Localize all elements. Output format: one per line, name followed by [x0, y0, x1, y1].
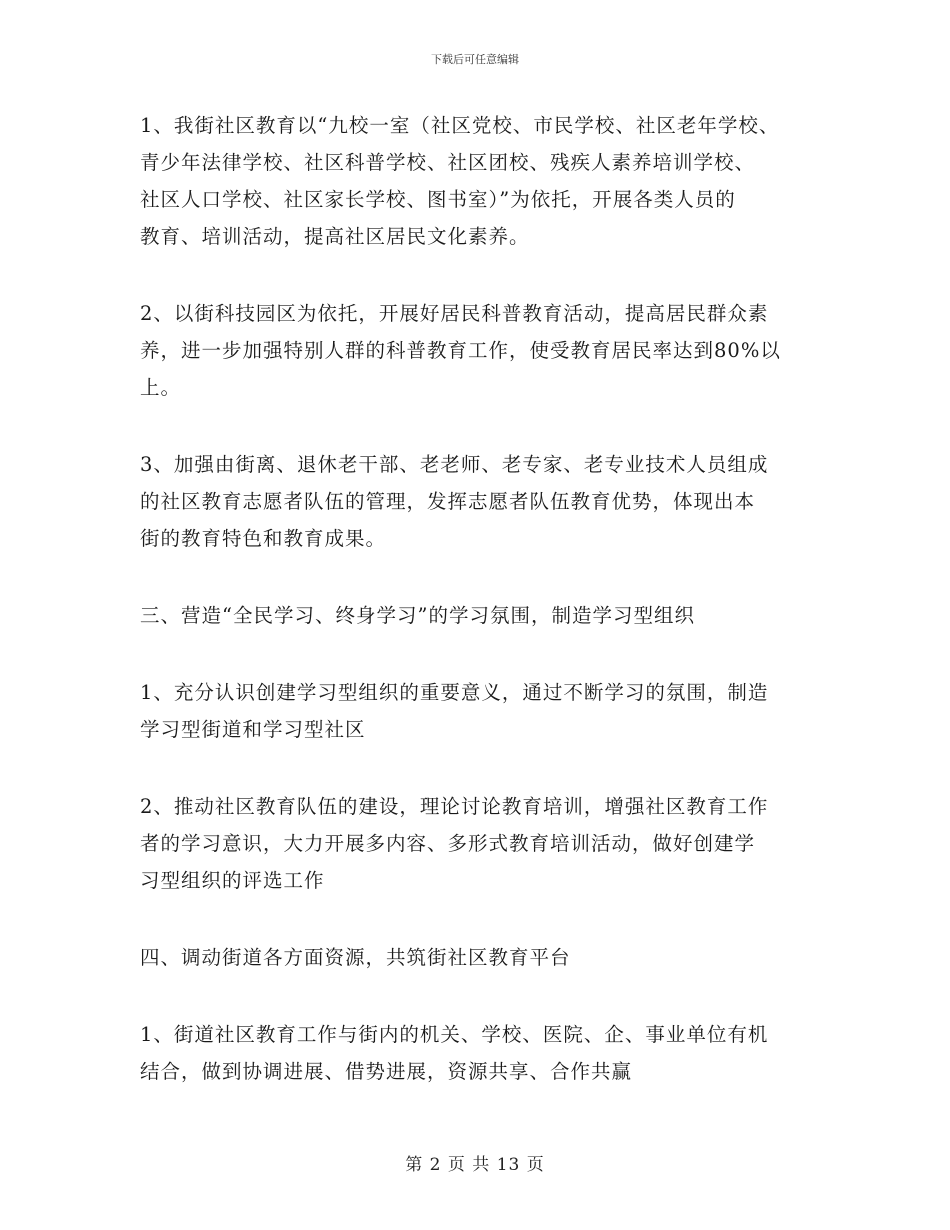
paragraph-line: 者的学习意识，大力开展多内容、多形式教育培训活动，做好创建学	[140, 832, 756, 855]
heading-line: 三、营造“全民学习、终身学习”的学习氛围，制造学习型组织	[140, 604, 695, 627]
paragraph-line: 养，进一步加强特别人群的科普教育工作，使受教育居民率达到80%以	[140, 339, 781, 362]
paragraph-line: 习型组织的评选工作	[140, 869, 325, 892]
paragraph-6	[140, 788, 820, 899]
section-heading-3	[140, 597, 820, 634]
paragraph-line: 的社区教育志愿者队伍的管理，发挥志愿者队伍教育优势，体现出本	[140, 490, 756, 513]
paragraph-5	[140, 674, 820, 748]
document-body	[140, 107, 820, 1130]
paragraph-line: 1、街道社区教育工作与街内的机关、学校、医院、企、事业单位有机	[140, 1023, 769, 1046]
paragraph-line: 街的教育特色和教育成果。	[140, 527, 387, 550]
page-number-footer: 第 2 页 共 13 页	[405, 1155, 545, 1175]
paragraph-line: 学习型街道和学习型社区	[140, 718, 366, 741]
paragraph-line: 2、推动社区教育队伍的建设，理论讨论教育培训，增强社区教育工作	[140, 795, 769, 818]
paragraph-line: 青少年法律学校、社区科普学校、社区团校、残疾人素养培训学校、	[140, 151, 756, 174]
paragraph-line: 教育、培训活动，提高社区居民文化素养。	[140, 225, 530, 248]
paragraph-line: 结合，做到协调进展、借势进展，资源共享、合作共赢	[140, 1060, 633, 1083]
paragraph-8	[140, 1016, 820, 1090]
paragraph-line: 上。	[140, 376, 182, 399]
section-heading-4	[140, 939, 820, 976]
paragraph-line: 2、以街科技园区为依托，开展好居民科普教育活动，提高居民群众素	[140, 302, 769, 325]
paragraph-line: 1、我街社区教育以“九校一室（社区党校、市民学校、社区老年学校、	[140, 114, 780, 137]
paragraph-2	[140, 295, 820, 406]
page-header: 下载后可任意编辑	[431, 53, 519, 66]
paragraph-line: 社区人口学校、社区家长学校、图书室）”为依托，开展各类人员的	[140, 188, 736, 211]
paragraph-1	[140, 107, 820, 255]
heading-line: 四、调动街道各方面资源，共筑街社区教育平台	[140, 946, 571, 969]
paragraph-line: 3、加强由街离、退休老干部、老老师、老专家、老专业技术人员组成	[140, 453, 769, 476]
paragraph-line: 1、充分认识创建学习型组织的重要意义，通过不断学习的氛围，制造	[140, 681, 769, 704]
paragraph-3	[140, 446, 820, 557]
